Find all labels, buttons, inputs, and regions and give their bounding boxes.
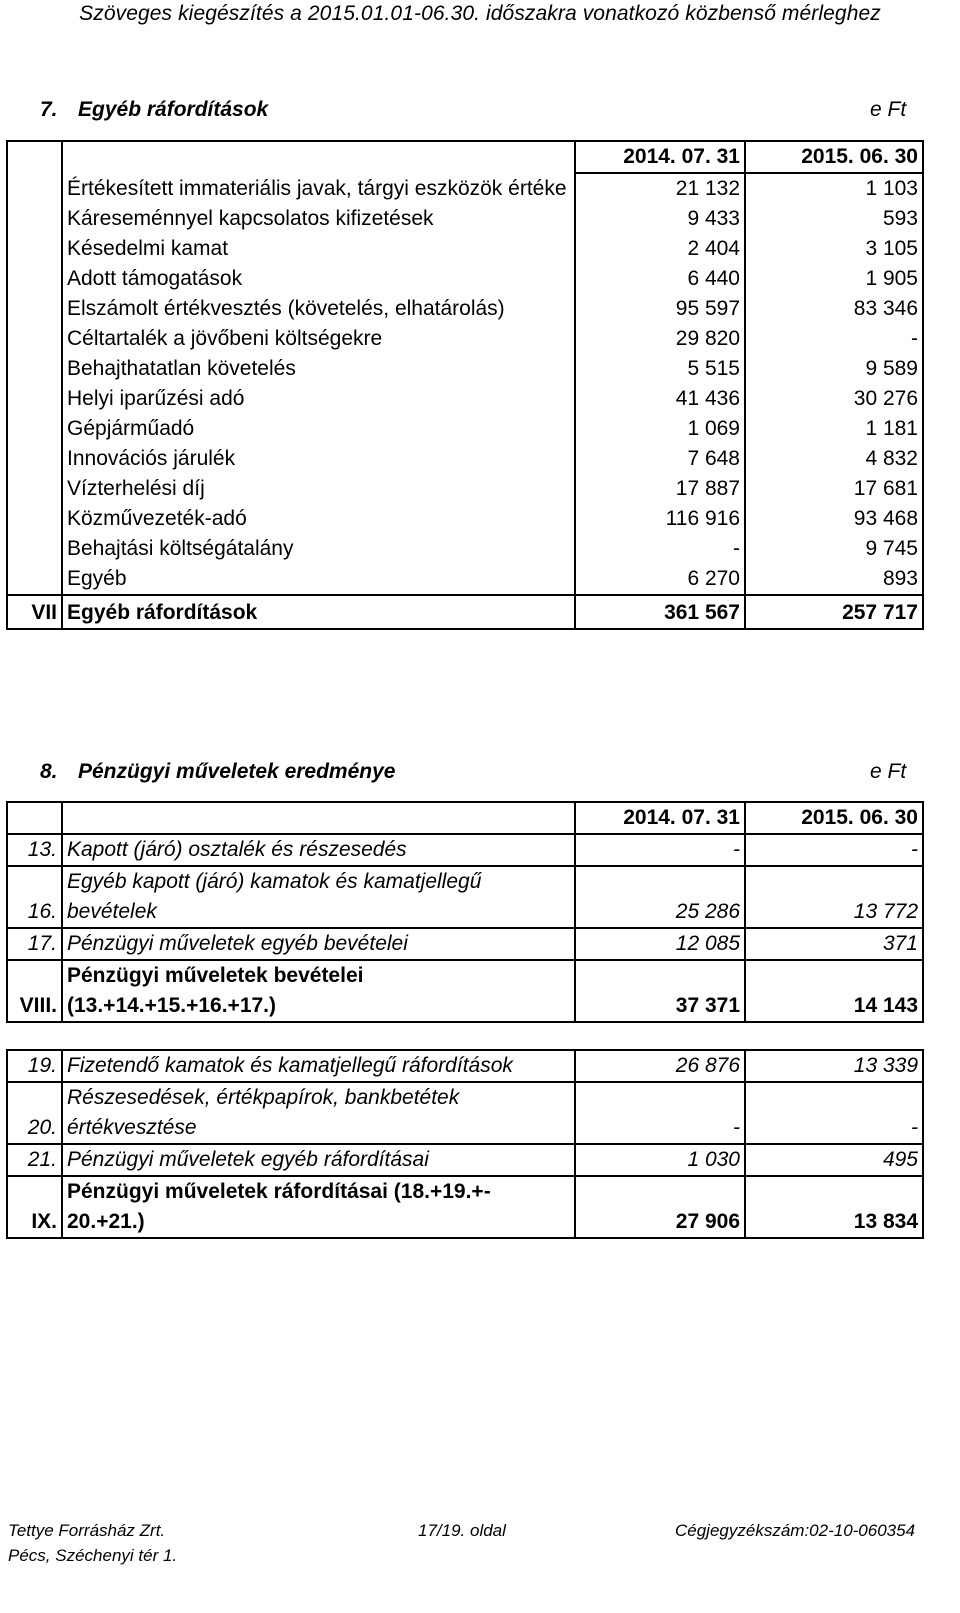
table-row <box>7 204 923 234</box>
total-code: VIII. <box>7 960 62 1022</box>
table-row <box>7 564 923 595</box>
code-cell <box>7 444 62 474</box>
table-row <box>7 234 923 264</box>
value-2014: 41 436 <box>575 384 745 414</box>
value-2014: 26 876 <box>575 1050 745 1082</box>
table-row <box>7 866 923 928</box>
value-2015: 1 103 <box>745 173 923 204</box>
code-cell <box>7 173 62 204</box>
financial-income-table <box>6 801 924 1023</box>
row-label: Fizetendő kamatok és kamatjellegű ráfordítások <box>62 1050 575 1082</box>
value-2015: 9 745 <box>745 534 923 564</box>
total-label: Egyéb ráfordítások <box>62 595 575 629</box>
label-line: (13.+14.+15.+16.+17.) <box>67 994 277 1017</box>
code-cell <box>7 204 62 234</box>
table-row <box>7 444 923 474</box>
value-2015: 9 589 <box>745 354 923 384</box>
other-expenses-table <box>6 140 924 630</box>
row-label: Késedelmi kamat <box>62 234 575 264</box>
financial-expense-table <box>6 1049 924 1239</box>
footer-page-number: 17/19. oldal <box>418 1521 506 1540</box>
value-2014: 5 515 <box>575 354 745 384</box>
table-header-row <box>7 802 923 834</box>
value-2014: 95 597 <box>575 294 745 324</box>
value-2015: 1 181 <box>745 414 923 444</box>
total-code: VII <box>7 595 62 629</box>
row-label: Behajthatatlan követelés <box>62 354 575 384</box>
section-8-number: 8. <box>40 760 58 783</box>
code-cell <box>7 264 62 294</box>
section-7-title: Egyéb ráfordítások <box>78 98 269 121</box>
code-cell <box>7 354 62 384</box>
total-2014: 361 567 <box>575 595 745 629</box>
value-2015: 83 346 <box>745 294 923 324</box>
value-2015: - <box>745 1082 923 1144</box>
code-cell <box>7 294 62 324</box>
table-row <box>7 1082 923 1144</box>
value-2015: 593 <box>745 204 923 234</box>
table-row <box>7 474 923 504</box>
value-2015: 4 832 <box>745 444 923 474</box>
code-cell <box>7 802 62 834</box>
row-label: Vízterhelési díj <box>62 474 575 504</box>
code-cell <box>7 414 62 444</box>
value-2014: - <box>575 1082 745 1144</box>
total-2015: 13 834 <box>745 1176 923 1238</box>
total-code: IX. <box>7 1176 62 1238</box>
col-2015-header: 2015. 06. 30 <box>745 802 923 834</box>
col-2014-header: 2014. 07. 31 <box>575 141 745 173</box>
row-label: Egyéb <box>62 564 575 595</box>
value-2014: 116 916 <box>575 504 745 534</box>
footer-company: Tettye Forrásház Zrt. <box>8 1521 166 1540</box>
row-code: 19. <box>7 1050 62 1082</box>
value-2014: - <box>575 834 745 866</box>
row-label: Káreseménnyel kapcsolatos kifizetések <box>62 204 575 234</box>
table-row <box>7 384 923 414</box>
code-cell <box>7 534 62 564</box>
table-row <box>7 264 923 294</box>
label-line: értékvesztése <box>67 1116 197 1139</box>
table-row <box>7 534 923 564</box>
row-label <box>62 866 575 928</box>
value-2014: 29 820 <box>575 324 745 354</box>
code-cell <box>7 384 62 414</box>
value-2015: 17 681 <box>745 474 923 504</box>
row-label: Céltartalék a jövőbeni költségekre <box>62 324 575 354</box>
value-2015: 3 105 <box>745 234 923 264</box>
value-2015: 495 <box>745 1144 923 1176</box>
value-2014: 25 286 <box>575 866 745 928</box>
label-cell <box>62 802 575 834</box>
value-2014: 1 069 <box>575 414 745 444</box>
row-label: Közművezeték-adó <box>62 504 575 534</box>
footer-address: Pécs, Széchenyi tér 1. <box>8 1546 178 1565</box>
table-row <box>7 834 923 866</box>
col-2014-header: 2014. 07. 31 <box>575 802 745 834</box>
row-label: Innovációs járulék <box>62 444 575 474</box>
row-label: Adott támogatások <box>62 264 575 294</box>
section-8-title: Pénzügyi műveletek eredménye <box>78 760 396 783</box>
value-2014: 6 440 <box>575 264 745 294</box>
label-line: Egyéb kapott (járó) kamatok és kamatjellegű <box>67 870 482 893</box>
code-cell <box>7 504 62 534</box>
total-2014: 37 371 <box>575 960 745 1022</box>
document-header-title: Szöveges kiegészítés a 2015.01.01-06.30. időszakra vonatkozó közbenső mérleghez <box>79 2 881 25</box>
row-label: Behajtási költségátalány <box>62 534 575 564</box>
value-2014: 2 404 <box>575 234 745 264</box>
row-label: Pénzügyi műveletek egyéb bevételei <box>62 928 575 960</box>
value-2014: - <box>575 534 745 564</box>
total-row <box>7 1176 923 1238</box>
value-2015: 893 <box>745 564 923 595</box>
value-2014: 1 030 <box>575 1144 745 1176</box>
code-cell <box>7 564 62 595</box>
code-cell <box>7 324 62 354</box>
label-line: Részesedések, értékpapírok, bankbetétek <box>67 1086 460 1109</box>
table-row <box>7 294 923 324</box>
label-line: Pénzügyi műveletek bevételei <box>67 964 364 987</box>
value-2014: 9 433 <box>575 204 745 234</box>
table-row <box>7 324 923 354</box>
value-2014: 7 648 <box>575 444 745 474</box>
row-code: 21. <box>7 1144 62 1176</box>
value-2014: 17 887 <box>575 474 745 504</box>
value-2015: 371 <box>745 928 923 960</box>
value-2015: 93 468 <box>745 504 923 534</box>
row-label: Elszámolt értékvesztés (követelés, elhatárolás) <box>62 294 575 324</box>
value-2014: 6 270 <box>575 564 745 595</box>
value-2015: - <box>745 834 923 866</box>
table-row <box>7 173 923 204</box>
value-2015: 13 772 <box>745 866 923 928</box>
label-line: 20.+21.) <box>67 1210 145 1233</box>
section-8-unit: e Ft <box>870 760 907 783</box>
row-label: Pénzügyi műveletek egyéb ráfordításai <box>62 1144 575 1176</box>
code-cell <box>7 234 62 264</box>
row-code: 13. <box>7 834 62 866</box>
table-row <box>7 354 923 384</box>
col-2015-header: 2015. 06. 30 <box>745 141 923 173</box>
row-label <box>62 1082 575 1144</box>
label-line: Pénzügyi műveletek ráfordításai (18.+19.+- <box>67 1180 491 1203</box>
value-2015: - <box>745 324 923 354</box>
row-code: 17. <box>7 928 62 960</box>
table-row <box>7 1050 923 1082</box>
total-2015: 257 717 <box>745 595 923 629</box>
section-7-number: 7. <box>40 98 58 121</box>
code-cell <box>7 474 62 504</box>
row-label: Gépjárműadó <box>62 414 575 444</box>
row-code: 20. <box>7 1082 62 1144</box>
row-code: 16. <box>7 866 62 928</box>
code-cell <box>7 141 62 173</box>
table-row <box>7 504 923 534</box>
value-2015: 1 905 <box>745 264 923 294</box>
value-2015: 30 276 <box>745 384 923 414</box>
total-label <box>62 960 575 1022</box>
value-2014: 21 132 <box>575 173 745 204</box>
row-label: Helyi iparűzési adó <box>62 384 575 414</box>
table-row <box>7 414 923 444</box>
total-label <box>62 1176 575 1238</box>
table-row <box>7 1144 923 1176</box>
total-row <box>7 595 923 629</box>
section-7-unit: e Ft <box>870 98 907 121</box>
total-2015: 14 143 <box>745 960 923 1022</box>
total-2014: 27 906 <box>575 1176 745 1238</box>
table-row <box>7 928 923 960</box>
table-header-row <box>7 141 923 173</box>
value-2014: 12 085 <box>575 928 745 960</box>
label-line: bevételek <box>67 900 157 923</box>
footer-registry-number: Cégjegyzékszám:02-10-060354 <box>675 1521 916 1540</box>
row-label: Kapott (járó) osztalék és részesedés <box>62 834 575 866</box>
total-row <box>7 960 923 1022</box>
value-2015: 13 339 <box>745 1050 923 1082</box>
row-label: Értékesített immateriális javak, tárgyi eszközök értéke <box>62 173 575 204</box>
label-cell <box>62 141 575 173</box>
